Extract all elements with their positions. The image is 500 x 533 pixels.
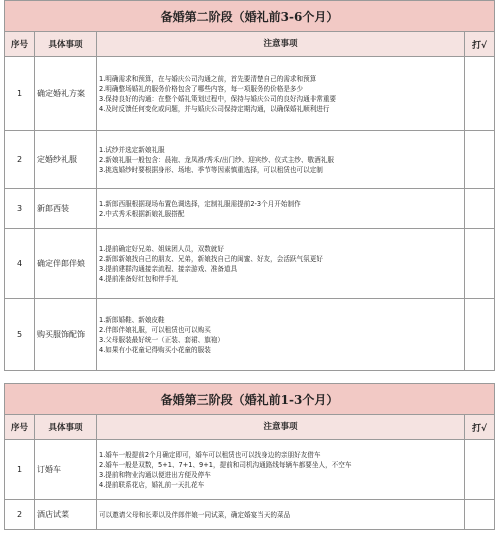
table-row <box>5 440 495 500</box>
table-row <box>5 299 495 371</box>
note-line: 3.挑选婚纱时要根据身形、场地、季节等因素慎重选择，可以租赁也可以定制 <box>99 165 323 174</box>
table-row <box>5 57 495 131</box>
check-cell[interactable] <box>465 57 495 131</box>
note-line: 2.新娘礼服一般包含：晨袍、龙凤褂/秀禾/出门纱、迎宾纱、仪式主纱、敬酒礼服 <box>99 155 334 164</box>
row-item: 购买服饰配饰 <box>35 299 97 371</box>
stage2-title: 备婚第二阶段（婚礼前3-6个月） <box>5 1 495 32</box>
note-line: 1.明确需求和预算，在与婚庆公司沟通之前，首先要清楚自己的需求和预算 <box>99 74 317 83</box>
row-item: 定婚纱礼服 <box>35 131 97 189</box>
note-line: 1.试纱并选定新娘礼服 <box>99 145 165 154</box>
checklist-table <box>4 0 495 530</box>
stage3-title: 备婚第三阶段（婚礼前1-3个月） <box>5 384 495 415</box>
section-spacer <box>5 371 495 384</box>
note-line: 3.提前建群沟通接亲流程、接亲游戏、准备道具 <box>99 264 238 273</box>
note-line: 1.提前确定好兄弟、姐妹团人员，双数就好 <box>99 244 224 253</box>
note-line: 1.婚车一般提前2个月确定即可，婚车可以租赁也可以找身边的亲朋好友借车 <box>99 450 321 459</box>
row-notes <box>97 229 465 299</box>
stage2-header-row <box>5 32 495 57</box>
row-item: 酒店试菜 <box>35 500 97 530</box>
table-row <box>5 500 495 530</box>
check-cell[interactable] <box>465 440 495 500</box>
row-num: 3 <box>5 189 35 229</box>
row-num: 5 <box>5 299 35 371</box>
row-num: 1 <box>5 440 35 500</box>
header-check: 打√ <box>465 415 495 440</box>
header-notes: 注意事项 <box>97 415 465 440</box>
stage2-title-row <box>5 1 495 32</box>
note-line: 1.新郎婚鞋、新娘皮鞋 <box>99 315 165 324</box>
note-line: 2.婚车一般是双数，5+1、7+1、9+1，提前和司机沟通路线每辆车都要坐人，不空车 <box>99 460 352 469</box>
note-line: 3.父母服装最好统一（正装、套裙、旗袍） <box>99 335 224 344</box>
note-line: 3.提前和物业沟通以便进出方便及停车 <box>99 470 211 479</box>
note-line: 2.新郎新娘找自己的朋友、兄弟，新娘找自己的闺蜜、好友，会活跃气氛更好 <box>99 254 323 263</box>
check-cell[interactable] <box>465 229 495 299</box>
check-cell[interactable] <box>465 500 495 530</box>
header-item: 具体事项 <box>35 32 97 57</box>
row-item: 确定婚礼方案 <box>35 57 97 131</box>
row-notes <box>97 131 465 189</box>
header-notes: 注意事项 <box>97 32 465 57</box>
check-cell[interactable] <box>465 131 495 189</box>
note-line: 4.及时反馈任何变化或问题，并与婚庆公司保持定期沟通，以确保婚礼顺利进行 <box>99 104 330 113</box>
note-line: 4.如果有小花童记得购买小花童的服装 <box>99 345 211 354</box>
note-line: 1.新郎西服根据现场布置色调选择，定制礼服需提前2-3个月开始制作 <box>99 199 301 208</box>
table-row <box>5 131 495 189</box>
row-num: 1 <box>5 57 35 131</box>
row-num: 2 <box>5 131 35 189</box>
row-item: 确定伴郎伴娘 <box>35 229 97 299</box>
row-notes <box>97 440 465 500</box>
row-notes <box>97 299 465 371</box>
check-cell[interactable] <box>465 299 495 371</box>
header-num: 序号 <box>5 32 35 57</box>
row-num: 4 <box>5 229 35 299</box>
row-notes <box>97 500 465 530</box>
stage3-title-row <box>5 384 495 415</box>
note-line: 2.伴郎伴娘礼服，可以租赁也可以购买 <box>99 325 211 334</box>
note-line: 3.保持良好的沟通：在整个婚礼策划过程中，保持与婚庆公司的良好沟通非常重要 <box>99 94 337 103</box>
note-line: 2.中式秀禾根据新娘礼服搭配 <box>99 209 185 218</box>
row-num: 2 <box>5 500 35 530</box>
header-item: 具体事项 <box>35 415 97 440</box>
note-line: 4.提前联系花店，婚礼前一天扎花车 <box>99 480 205 489</box>
table-row <box>5 189 495 229</box>
row-item: 新郎西装 <box>35 189 97 229</box>
stage3-header-row <box>5 415 495 440</box>
row-item: 订婚车 <box>35 440 97 500</box>
check-cell[interactable] <box>465 189 495 229</box>
row-notes <box>97 57 465 131</box>
note-line: 可以邀请父母和长辈以及伴郎伴娘一同试菜，确定婚宴当天的菜品 <box>99 510 291 519</box>
table-row <box>5 229 495 299</box>
note-line: 4.提前准备好红包和伴手礼 <box>99 274 178 283</box>
header-check: 打√ <box>465 32 495 57</box>
header-num: 序号 <box>5 415 35 440</box>
row-notes <box>97 189 465 229</box>
note-line: 2.明确整场婚礼的服务价格包含了哪些内容，每一项服务的价格是多少 <box>99 84 304 93</box>
